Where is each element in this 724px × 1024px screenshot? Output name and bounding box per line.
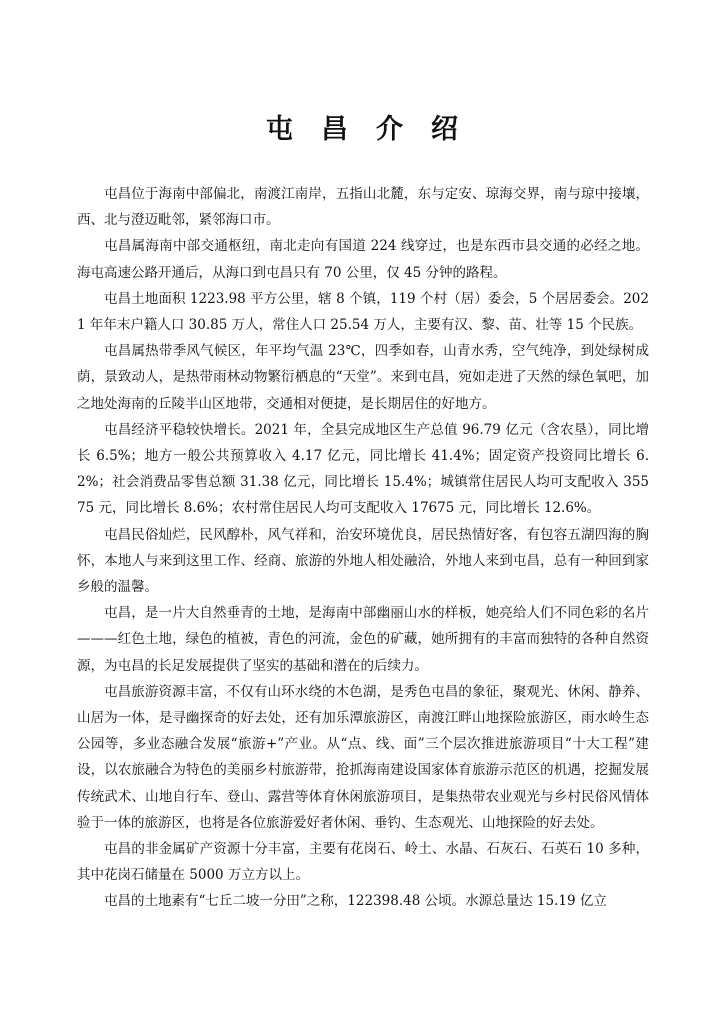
paragraph-customs: 屯昌民俗灿烂，民风醇朴，风气祥和，治安环境优良，居民热情好客，有包容五湖四海的胸怀，本地人与来到这里工作、经商、旅游的外地人相处融洽，外地人来到屯昌，总有一种回到家乡般的温馨。 (77, 526, 649, 596)
paragraph-minerals: 屯昌的非金属矿产资源十分丰富，主要有花岗石、岭土、水晶、石灰石、石英石 10 多种，其中花岗石储量在 5000 万立方以上。 (77, 841, 649, 884)
paragraph-area-population: 屯昌土地面积 1223.98 平方公里，辖 8 个镇，119 个村（居）委会，5 个居居委会。2021 年年末户籍人口 30.85 万人，常住人口 25.54 万人，主要有汉、黎、苗、壮等 15 个民族。 (77, 290, 649, 334)
paragraph-climate: 屯昌属热带季风气候区，年平均气温 23℃，四季如春，山青水秀，空气纯净，到处绿树成荫，景致动人，是热带雨林动物繁衍栖息的“天堂”。来到屯昌，宛如走进了天然的绿色氧吧，加之地处海南的丘陵半山区地带，交通相对便捷，是长期居住的好地方。 (77, 343, 649, 412)
page-title: 屯昌介绍 (266, 114, 486, 145)
paragraph-tourism: 屯昌旅游资源丰富，不仅有山环水绕的木色湖，是秀色屯昌的象征，聚观光、休闲、静养、山居为一体，是寻幽探奇的好去处，还有加乐潭旅游区，南渡江畔山地探险旅游区，雨水岭生态公园等，多业态融合发展“旅游+”产业。从“点、线、面”三个层次推进旅游项目“十大工程”建设，以农旅融合为特色的美丽乡村旅游带，抢抓海南建设国家体育旅游示范区的机遇，挖掘发展传统武术、山地自行车、登山、露营等体育休闲旅游项目，是集热带农业观光与乡村民俗风情体验于一体的旅游区，也将是各位旅游爱好者休闲、垂钓、生态观光、山地探险的好去处。 (77, 683, 649, 831)
paragraph-location: 屯昌位于海南中部偏北，南渡江南岸，五指山北麓，东与定安、琼海交界，南与琼中接壤，西、北与澄迈毗邻，紧邻海口市。 (77, 186, 649, 229)
paragraph-land-water: 屯昌的土地素有“七丘二坡一分田”之称，122398.48 公顷。水源总量达 15.19 亿立 (104, 893, 607, 910)
paragraph-economy: 屯昌经济平稳较快增长。2021 年，全县完成地区生产总值 96.79 亿元（含农垦），同比增长 6.5%；地方一般公共预算收入 4.17 亿元，同比增长 41.4%；固定资产投资同比增长 6.2%；社会消费品零售总额 31.38 亿元，同比增长 15.4%；城镇常住居民人均可支配收入 35575 元，同比增长 8.6%；农村常住居民人均可支配收入 17675 元，同比增长 12.6%。 (77, 421, 649, 517)
document-body (77, 181, 649, 915)
paragraph-nature: 屯昌，是一片大自然垂青的土地，是海南中部幽丽山水的样板，她亮给人们不同色彩的名片———红色土地，绿色的植被，青色的河流，金色的矿藏，她所拥有的丰富而独特的各种自然资源，为屯昌的长足发展提供了坚实的基础和潜在的后续力。 (77, 605, 649, 674)
paragraph-transport: 屯昌属海南中部交通枢纽，南北走向有国道 224 线穿过，也是东西市县交通的必经之地。海屯高速公路开通后，从海口到屯昌只有 70 公里，仅 45 分钟的路程。 (77, 238, 649, 281)
